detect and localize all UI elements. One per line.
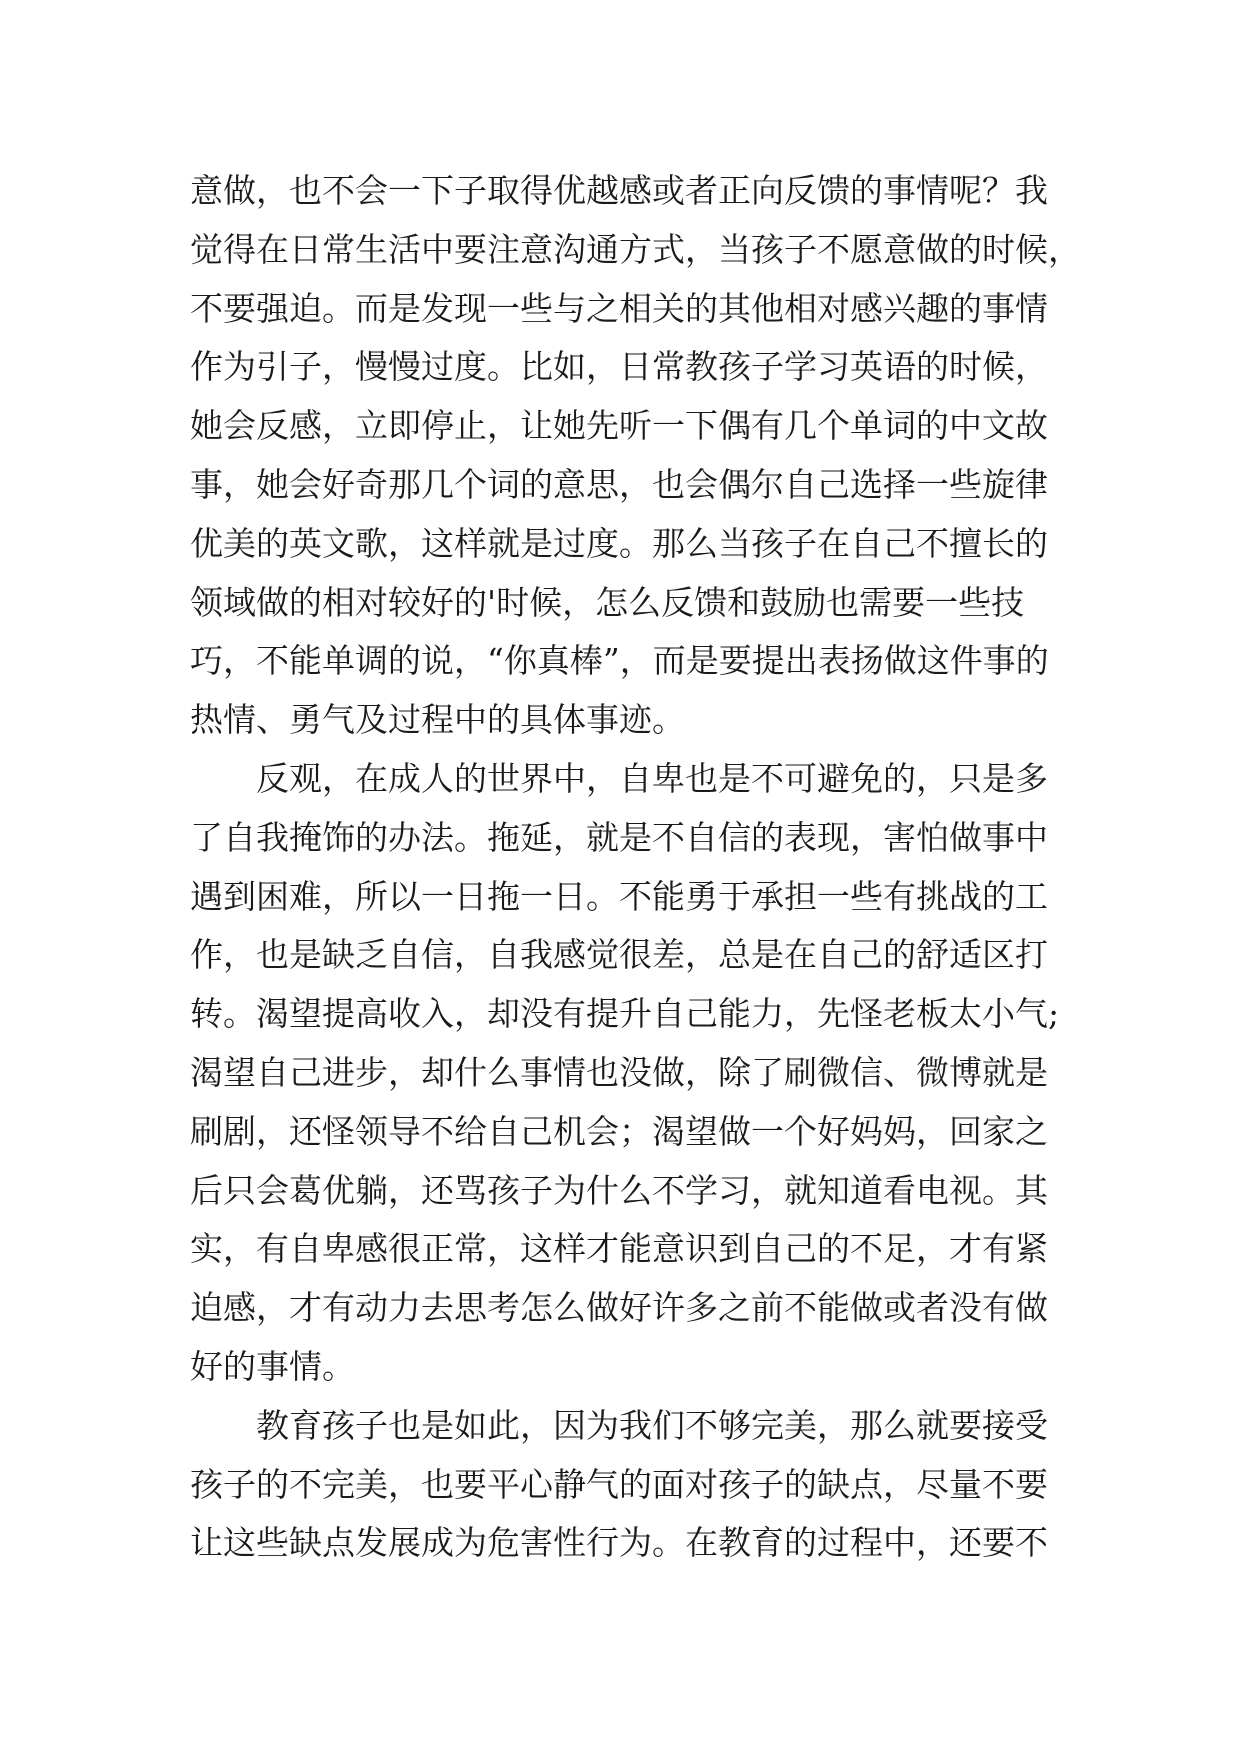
text-line: 了自我掩饰的办法。拖延，就是不自信的表现，害怕做事中 bbox=[190, 817, 1048, 857]
text-line: 不要强迫。而是发现一些与之相关的其他相对感兴趣的事情 bbox=[190, 288, 1048, 328]
text-line: 教育孩子也是如此，因为我们不够完美，那么就要接受 bbox=[256, 1405, 1048, 1445]
text-line: 好的事情。 bbox=[190, 1346, 355, 1386]
text-line: 巧，不能单调的说，“你真棒”，而是要提出表扬做这件事的 bbox=[190, 641, 1049, 681]
text-line: 实，有自卑感很正常，这样才能意识到自己的不足，才有紧 bbox=[190, 1229, 1048, 1269]
text-line: 刷剧，还怪领导不给自己机会；渴望做一个好妈妈，回家之 bbox=[190, 1111, 1048, 1151]
text-line: 优美的英文歌，这样就是过度。那么当孩子在自己不擅长的 bbox=[190, 523, 1048, 563]
text-line: 遇到困难，所以一日拖一日。不能勇于承担一些有挑战的工 bbox=[190, 876, 1048, 916]
text-line: 觉得在日常生活中要注意沟通方式，当孩子不愿意做的时候， bbox=[190, 229, 1081, 269]
text-line: 后只会葛优躺，还骂孩子为什么不学习，就知道看电视。其 bbox=[190, 1170, 1048, 1210]
text-line: 作，也是缺乏自信，自我感觉很差，总是在自己的舒适区打 bbox=[190, 935, 1048, 975]
text-line: 意做，也不会一下子取得优越感或者正向反馈的事情呢？我 bbox=[190, 171, 1048, 210]
text-line: 转。渴望提高收入，却没有提升自己能力，先怪老板太小气; bbox=[190, 994, 1060, 1034]
text-line: 她会反感，立即停止，让她先听一下偶有几个单词的中文故 bbox=[190, 406, 1048, 446]
text-line: 热情、勇气及过程中的具体事迹。 bbox=[190, 700, 685, 740]
text-line: 事，她会好奇那几个词的意思，也会偶尔自己选择一些旋律 bbox=[190, 464, 1048, 504]
text-line: 迫感，才有动力去思考怎么做好许多之前不能做或者没有做 bbox=[190, 1288, 1048, 1328]
body-text bbox=[190, 162, 1090, 1573]
text-line: 反观，在成人的世界中，自卑也是不可避免的，只是多 bbox=[256, 758, 1048, 798]
text-line: 渴望自己进步，却什么事情也没做，除了刷微信、微博就是 bbox=[190, 1052, 1048, 1092]
paragraph-2 bbox=[190, 750, 1090, 1397]
text-line: 作为引子，慢慢过度。比如，日常教孩子学习英语的时候， bbox=[190, 347, 1048, 387]
paragraph-1 bbox=[190, 162, 1090, 750]
text-line: 孩子的不完美，也要平心静气的面对孩子的缺点，尽量不要 bbox=[190, 1464, 1048, 1504]
text-line: 让这些缺点发展成为危害性行为。在教育的过程中，还要不 bbox=[190, 1523, 1048, 1563]
paragraph-3 bbox=[190, 1397, 1090, 1573]
text-line: 领域做的相对较好的'时候，怎么反馈和鼓励也需要一些技 bbox=[190, 582, 1025, 622]
